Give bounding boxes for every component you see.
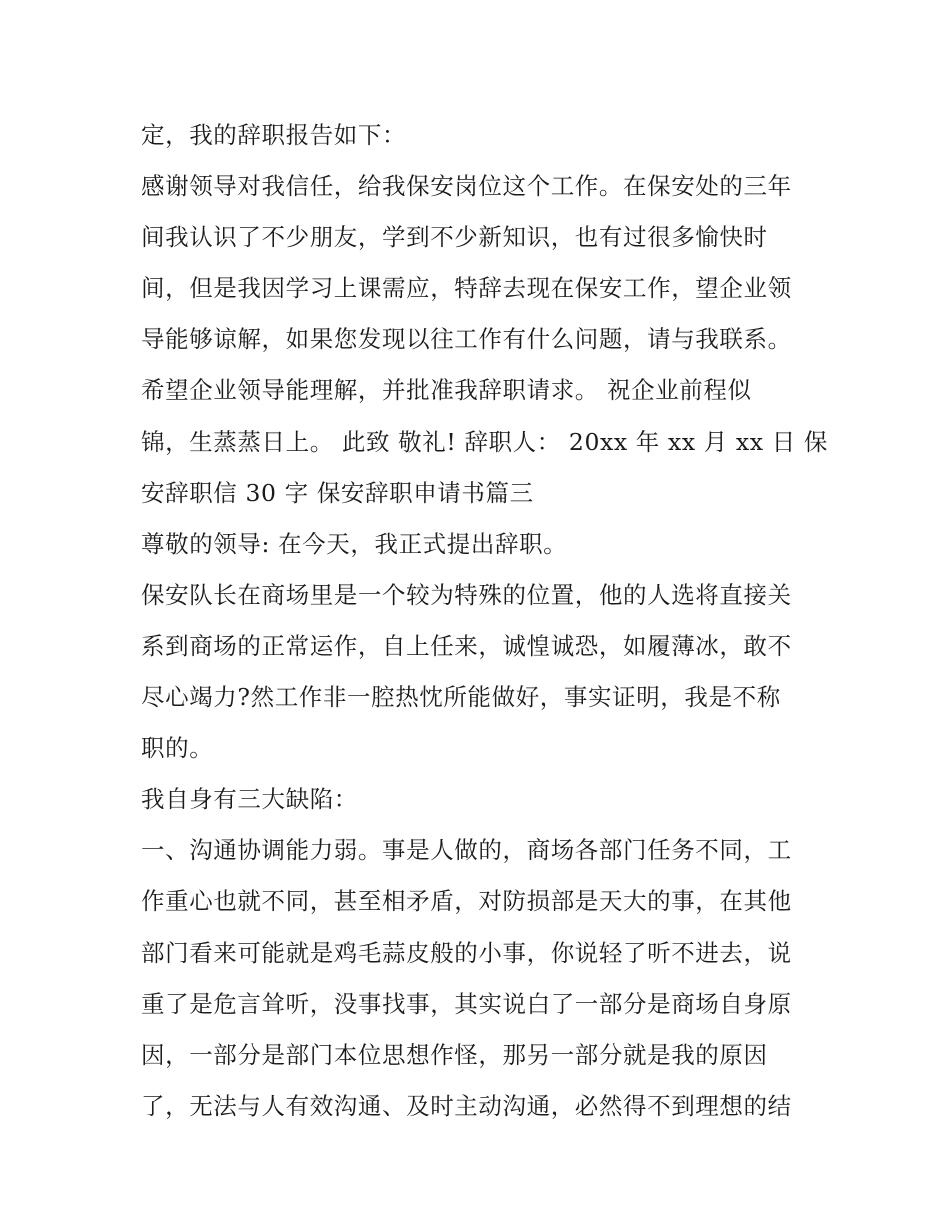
text-line: 一、沟通协调能力弱。事是人做的，商场各部门任务不同，工	[141, 836, 792, 865]
text-line: 感谢领导对我信任，给我保安岗位这个工作。在保安处的三年	[141, 172, 792, 201]
text-line: 我自身有三大缺陷：	[141, 785, 358, 814]
text-line: 定，我的辞职报告如下：	[141, 121, 407, 149]
text-line: 间我认识了不少朋友，学到不少新知识，也有过很多愉快时	[141, 223, 768, 252]
text-line: 重了是危言耸听，没事找事，其实说白了一部分是商场自身原	[141, 989, 792, 1018]
text-line: 职的。	[141, 734, 214, 763]
text-line: 尊敬的领导: 在今天，我正式提出辞职。	[141, 529, 568, 558]
text-line: 希望企业领导能理解，并批准我辞职请求。 祝企业前程似	[141, 376, 752, 405]
text-line: 系到商场的正常运作，自上任来，诚惶诚恐，如履薄冰，敢不	[141, 631, 792, 660]
text-line: 导能够谅解，如果您发现以往工作有什么问题，请与我联系。	[141, 325, 792, 354]
text-line: 尽心竭力?然工作非一腔热忱所能做好，事实证明，我是不称	[141, 683, 781, 712]
document-body	[141, 110, 828, 1132]
text-line: 安辞职信 30 字 保安辞职申请书篇三	[141, 478, 534, 507]
text-line: 作重心也就不同，甚至相矛盾，对防损部是天大的事，在其他	[141, 887, 792, 916]
text-line: 部门看来可能就是鸡毛蒜皮般的小事，你说轻了听不进去，说	[141, 938, 792, 967]
text-line: 间，但是我因学习上课需应，特辞去现在保安工作，望企业领	[141, 274, 792, 303]
text-line: 锦，生蒸蒸日上。 此致 敬礼! 辞职人： 20xx 年 xx 月 xx 日 保	[141, 427, 828, 456]
text-line: 保安队长在商场里是一个较为特殊的位置，他的人选将直接关	[141, 580, 792, 609]
text-line: 了，无法与人有效沟通、及时主动沟通，必然得不到理想的结	[141, 1091, 792, 1120]
text-line: 因，一部分是部门本位思想作怪，那另一部分就是我的原因	[141, 1040, 768, 1069]
